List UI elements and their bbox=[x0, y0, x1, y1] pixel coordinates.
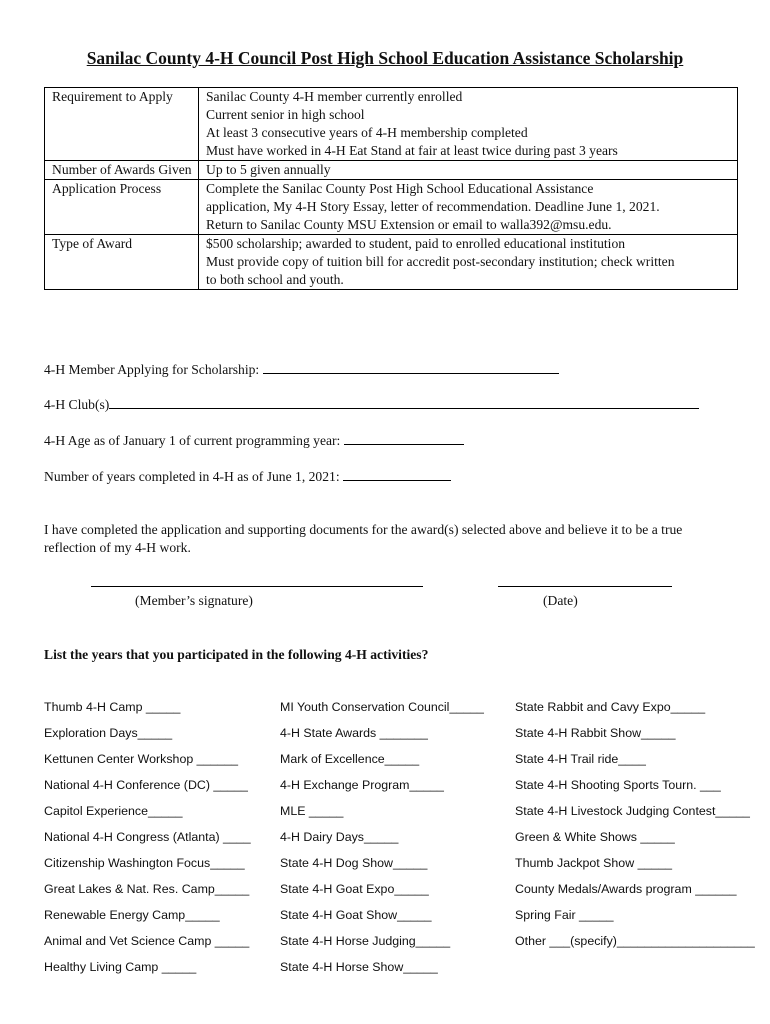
activity-item: Thumb 4-H Camp _____ bbox=[44, 700, 181, 714]
row-line: Return to Sanilac County MSU Extension or email to walla392@msu.edu. bbox=[206, 217, 612, 232]
activity-item: Green & White Shows _____ bbox=[515, 830, 675, 844]
activity-item: State 4-H Dog Show_____ bbox=[280, 856, 428, 870]
table-row bbox=[45, 161, 738, 180]
activity-item: Other ___(specify)____________________ bbox=[515, 934, 755, 948]
clubs-input[interactable] bbox=[109, 396, 699, 409]
activity-item: 4-H State Awards _______ bbox=[280, 726, 428, 740]
activity-item: Capitol Experience_____ bbox=[44, 804, 183, 818]
table-row bbox=[45, 88, 738, 161]
activity-item: Citizenship Washington Focus_____ bbox=[44, 856, 245, 870]
row-line: Complete the Sanilac County Post High School Educational Assistance bbox=[206, 181, 594, 196]
activity-item: State 4-H Livestock Judging Contest_____ bbox=[515, 804, 750, 818]
page-title: Sanilac County 4-H Council Post High School Education Assistance Scholarship bbox=[86, 48, 684, 68]
activity-item: Mark of Excellence_____ bbox=[280, 752, 420, 766]
activity-item: Thumb Jackpot Show _____ bbox=[515, 856, 673, 870]
activity-item: National 4-H Congress (Atlanta) ____ bbox=[44, 830, 251, 844]
activity-item: Kettunen Center Workshop ______ bbox=[44, 752, 239, 766]
age-field bbox=[44, 432, 464, 449]
activity-item: Renewable Energy Camp_____ bbox=[44, 908, 220, 922]
activity-item: State 4-H Goat Show_____ bbox=[280, 908, 432, 922]
row-label: Number of Awards Given bbox=[45, 161, 199, 180]
certification-statement: I have completed the application and supporting documents for the award(s) selected above and believe it to be a true reflection of my 4-H work. bbox=[44, 522, 683, 555]
row-line: application, My 4-H Story Essay, letter of recommendation. Deadline June 1, 2021. bbox=[206, 199, 660, 214]
years-completed-input[interactable] bbox=[343, 468, 451, 481]
row-value bbox=[199, 161, 738, 180]
requirements-table bbox=[44, 87, 738, 290]
activity-item: MLE _____ bbox=[280, 804, 344, 818]
table-row bbox=[45, 180, 738, 235]
row-value bbox=[199, 88, 738, 161]
age-label: 4-H Age as of January 1 of current programming year: bbox=[44, 433, 341, 448]
activity-item: County Medals/Awards program ______ bbox=[515, 882, 737, 896]
activity-item: State 4-H Goat Expo_____ bbox=[280, 882, 429, 896]
activity-item: Great Lakes & Nat. Res. Camp_____ bbox=[44, 882, 250, 896]
row-line: Current senior in high school bbox=[206, 107, 365, 122]
activities-column-2 bbox=[280, 698, 484, 984]
row-line: Sanilac County 4-H member currently enrolled bbox=[206, 89, 463, 104]
member-signature-label: (Member’s signature) bbox=[135, 593, 253, 608]
clubs-label: 4-H Club(s) bbox=[44, 397, 110, 412]
activities-column-3 bbox=[515, 698, 755, 958]
member-applying-input[interactable] bbox=[263, 361, 559, 374]
clubs-field bbox=[44, 396, 699, 413]
row-line: At least 3 consecutive years of 4-H membership completed bbox=[206, 125, 528, 140]
row-line: to both school and youth. bbox=[206, 272, 344, 287]
activity-item: MI Youth Conservation Council_____ bbox=[280, 700, 484, 714]
activity-item: National 4-H Conference (DC) _____ bbox=[44, 778, 248, 792]
activity-item: State Rabbit and Cavy Expo_____ bbox=[515, 700, 706, 714]
activity-item: Healthy Living Camp _____ bbox=[44, 960, 197, 974]
years-completed-label: Number of years completed in 4-H as of June 1, 2021: bbox=[44, 469, 340, 484]
row-label: Application Process bbox=[45, 180, 199, 235]
activity-item: State 4-H Shooting Sports Tourn. ___ bbox=[515, 778, 721, 792]
activity-item: Exploration Days_____ bbox=[44, 726, 173, 740]
years-completed-field bbox=[44, 468, 451, 485]
row-label: Requirement to Apply bbox=[45, 88, 199, 161]
row-line: Up to 5 given annually bbox=[206, 162, 331, 177]
row-line: $500 scholarship; awarded to student, paid to enrolled educational institution bbox=[206, 236, 626, 251]
activity-item: State 4-H Trail ride____ bbox=[515, 752, 646, 766]
activities-heading: List the years that you participated in the following 4-H activities? bbox=[44, 647, 429, 662]
member-applying-field bbox=[44, 361, 559, 378]
activity-item: 4-H Dairy Days_____ bbox=[280, 830, 399, 844]
row-value bbox=[199, 180, 738, 235]
table-row bbox=[45, 235, 738, 290]
activity-item: State 4-H Horse Show_____ bbox=[280, 960, 438, 974]
activity-item: State 4-H Rabbit Show_____ bbox=[515, 726, 676, 740]
member-signature-line[interactable] bbox=[91, 586, 423, 587]
row-line: Must provide copy of tuition bill for accredit post-secondary institution; check written bbox=[206, 254, 675, 269]
activity-item: Spring Fair _____ bbox=[515, 908, 614, 922]
activities-column-1 bbox=[44, 698, 251, 984]
row-line: Must have worked in 4-H Eat Stand at fair at least twice during past 3 years bbox=[206, 143, 618, 158]
date-label: (Date) bbox=[543, 593, 578, 608]
row-label: Type of Award bbox=[45, 235, 199, 290]
age-input[interactable] bbox=[344, 432, 464, 445]
activity-item: Animal and Vet Science Camp _____ bbox=[44, 934, 250, 948]
activity-item: 4-H Exchange Program_____ bbox=[280, 778, 444, 792]
date-line[interactable] bbox=[498, 586, 672, 587]
activity-item: State 4-H Horse Judging_____ bbox=[280, 934, 451, 948]
member-applying-label: 4-H Member Applying for Scholarship: bbox=[44, 362, 260, 377]
row-value bbox=[199, 235, 738, 290]
